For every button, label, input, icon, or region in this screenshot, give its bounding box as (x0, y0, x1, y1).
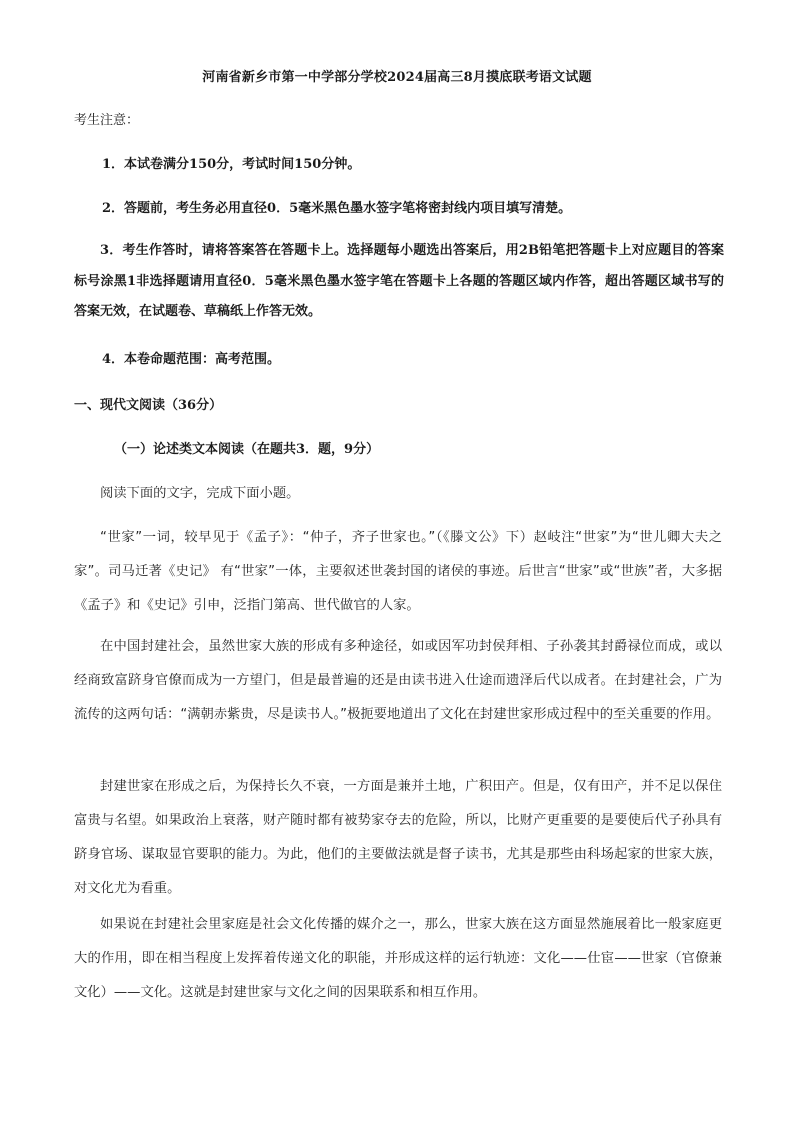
passage-paragraph-2: 在中国封建社会，虽然世家大族的形成有多种途径，如或因军功封侯拜相、子孙袭其封爵禄位而成，或以经商致富跻身官僚而成为一方望门，但是最普遍的还是由读书进入仕途而遗泽后代以成者。在封建社会，广为流传的这两句话：“满朝赤紫贵，尽是读书人。”极扼要地道出了文化在封建世家形成过程中的至关重要的作用。 (74, 639, 722, 722)
notice-heading: 考生注意： (74, 113, 140, 128)
notice-item-4: 4．本卷命题范围：高考范围。 (102, 352, 281, 367)
reading-instruction: 阅读下面的文字，完成下面小题。 (100, 486, 300, 501)
passage-paragraph-3: 封建世家在形成之后，为保持长久不衰，一方面是兼并土地，广积田产。但是，仅有田产，并不足以保住富贵与名望。如果政治上衰落，财产随时都有被势家夺去的危险，所以，比财产更重要的是要使后代子孙具有跻身官场、谋取显官要职的能力。为此，他们的主要做法就是督子读书，尤其是那些由科场起家的世家大族，对文化尤为看重。 (74, 779, 722, 896)
notice-item-2: 2．答题前，考生务必用直径0．5毫米黑色墨水签字笔将密封线内项目填写清楚。 (102, 201, 572, 216)
passage-paragraph-4: 如果说在封建社会里家庭是社会文化传播的媒介之一，那么，世家大族在这方面显然施展着比一般家庭更大的作用，即在相当程度上发挥着传递文化的职能，并形成这样的运行轨迹：文化——仕宦——世家（官僚兼文化）——文化。这就是封建世家与文化之间的因果联系和相互作用。 (74, 917, 722, 1000)
passage-paragraph-1: “世家”一词，较早见于《孟子》：“仲子，齐子世家也。”（《滕文公》下）赵岐注“世家”为“世儿卿大夫之家”。司马迁著《史记》 有“世家”一体，主要叙述世袭封国的诸侯的事迹。后世言“世家”或“世族”者，大多据《孟子》和《史记》引申，泛指门第高、世代做官的人家。 (74, 530, 722, 613)
exam-title: 河南省新乡市第一中学部分学校2024届高三8月摸底联考语文试题 (202, 70, 592, 85)
subsection-heading: （一）论述类文本阅读（在题共3．题，9分） (114, 442, 380, 457)
notice-item-3: 3．考生作答时，请将答案答在答题卡上。选择题每小题选出答案后，用2B铅笔把答题卡上对应题目的答案标号涂黑1非选择题请用直径0．5毫米黑色墨水签字笔在答题卡上各题的答题区域内作答，超出答题区域书写的答案无效，在试题卷、草稿纸上作答无效。 (74, 243, 724, 319)
section-heading: 一、现代文阅读（36分） (74, 398, 223, 413)
notice-item-1: 1．本试卷满分150分，考试时间150分钟。 (102, 157, 361, 172)
